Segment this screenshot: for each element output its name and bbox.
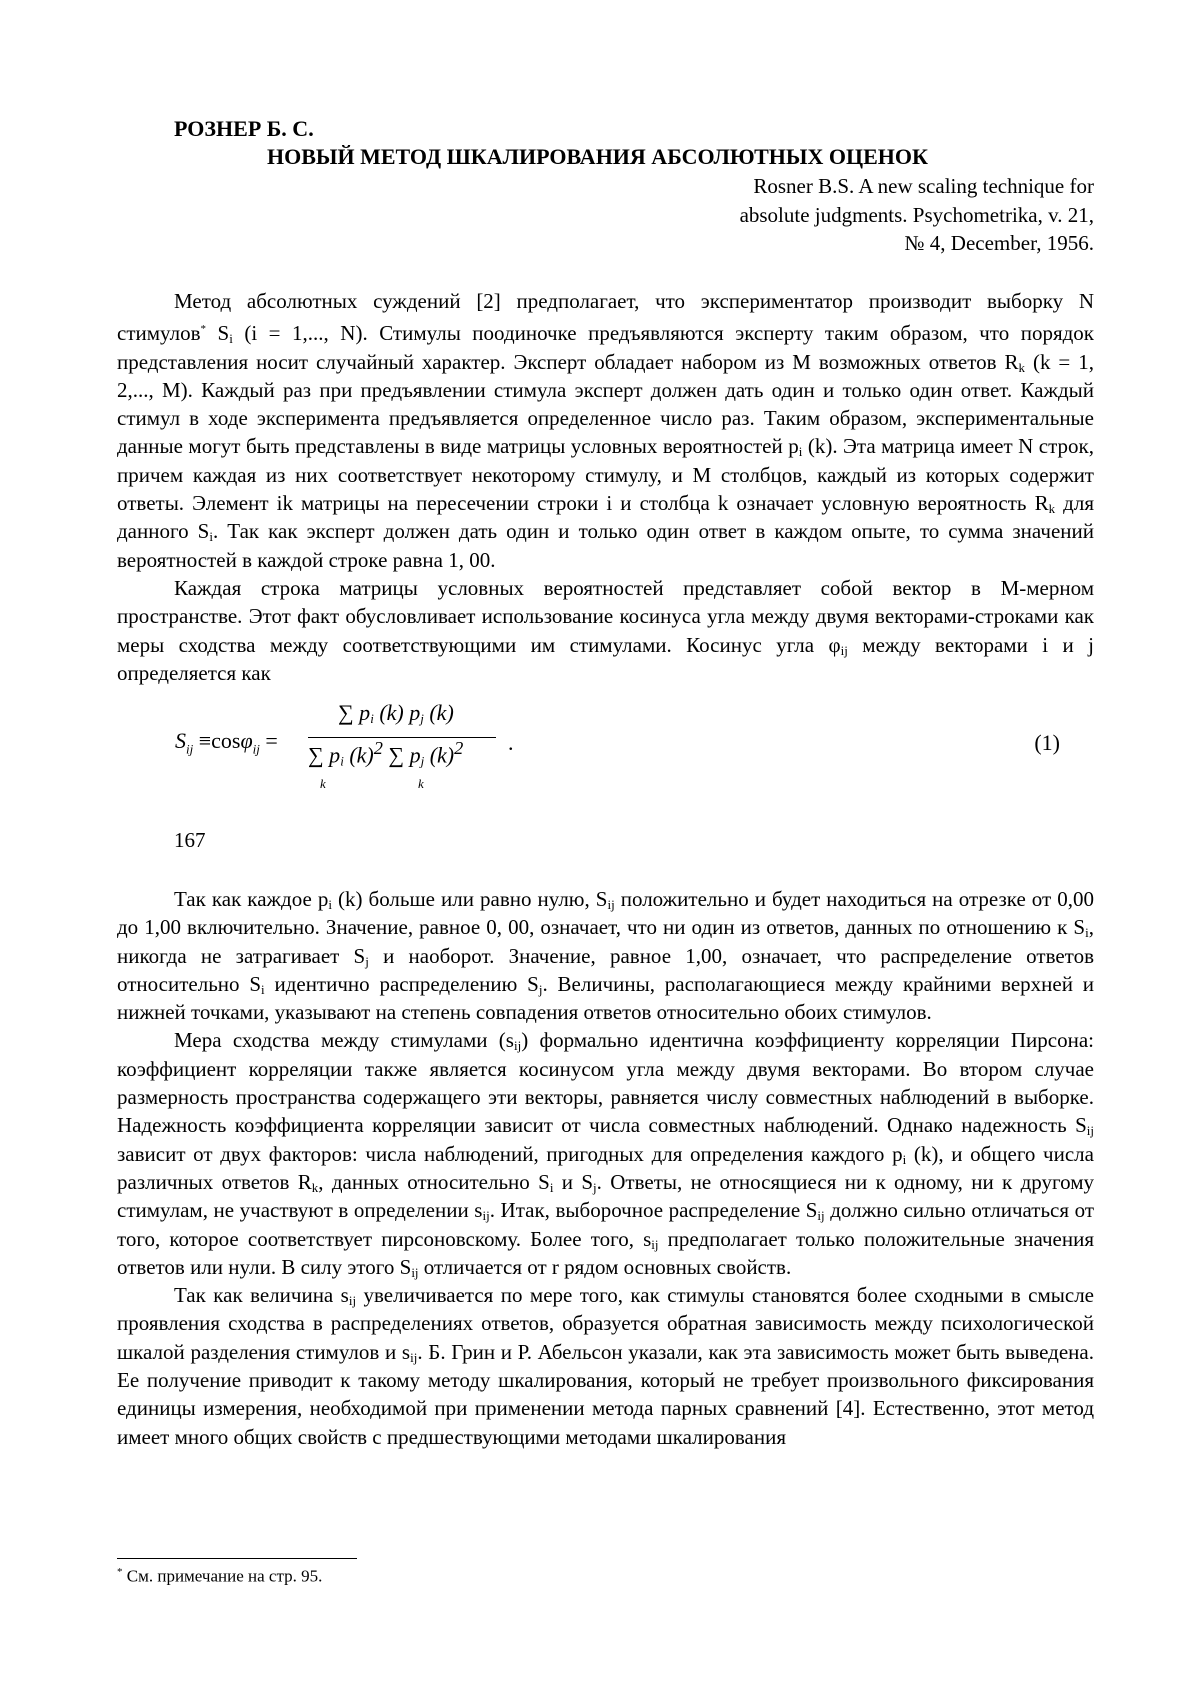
sum-index: k	[418, 776, 424, 791]
paragraph: Так как величина $s_{ij}$ увеличивается по мере того, как стимулы становятся более сходными в смысле проявления сходства в распределениях ответов, образуется обратная зависимость между психологической шкалой разделения стимулов и $s_{ij}$. Б. Грин и Р. Абельсон указали, как эта зависимость может быть выведена. Ее получение приводит к такому методу шкалирования, который не требует произвольного фиксирования единицы измерения, необходимой при применении метода парных сравнений [4]. Естественно, этот метод имеет много общих свойств с предшествующими методами шкалирования	[117, 1283, 1095, 1449]
footnote-text: См. примечание на стр. 95.	[122, 1566, 323, 1586]
paragraph: Мера сходства между стимулами $(s_{ij})$ формально идентична коэффициенту корреляции Пирсона: коэффициент корреляции также является косинусом угла между двумя векторами. Во втором случае размерность пространства содержащего эти векторы, равняется числу совместных наблюдений в выборке. Надежность коэффициента корреляции зависит от числа совместных наблюдений. Однако надежность $S_{ij}$ зависит от двух факторов: числа наблюдений, пригодных для определения каждого $p_i$ (k), и общего числа различных ответов $R_k$, данных относительно $S_i$ и $S_j$. Ответы, не относящиеся ни к одному, ни к другому стимулам, не участвуют в определении $s_{ij}$. Итак, выборочное распределение $S_{ij}$ должно сильно отличаться от того, которое соответствует пирсоновскому. Более того, $s_{ij}$ предполагает только положительные значения ответов или нули. В силу этого $S_{ij}$ отличается от r рядом основных свойств.	[117, 1028, 1095, 1280]
equation-number: (1)	[1034, 730, 1060, 755]
paragraph: Так как каждое $p_i$ (k) больше или равно нулю, $S_{ij}$ положительно и будет находиться на отрезке от 0,00 до 1,00 включительно. Значение, равное 0, 00, означает, что ни один из ответов, данных по отношению к $S_i$, никогда не затрагивает $S_j$ и наоборот. Значение, равное 1,00, означает, что распределение ответов относительно $S_i$ идентично распределению $S_j$. Величины, располагающиеся между крайними верхней и нижней точками, указывают на степень совпадения ответов относительно обоих стимулов.	[117, 887, 1094, 1025]
reference-line: absolute judgments. Psychometrika, v. 21,	[739, 202, 1094, 227]
page-number: 167	[174, 828, 206, 852]
source-reference	[494, 172, 1094, 258]
article-title: НОВЫЙ МЕТОД ШКАЛИРОВАНИЯ АБСОЛЮТНЫХ ОЦЕНОК	[267, 144, 928, 169]
equation-numerator: ∑ $p_i$ (k) $p_j$ (k)	[338, 700, 454, 726]
equation-period: .	[508, 730, 514, 755]
author-heading: РОЗНЕР Б. С.	[174, 116, 314, 141]
body-text-after	[117, 885, 1094, 1451]
sum-index: k	[320, 776, 326, 791]
reference-line: Rosner B.S. A new scaling technique for	[753, 174, 1094, 198]
paragraph: Каждая строка матрицы условных вероятностей представляет собой вектор в M-мерном пространстве. Этот факт обусловливает использование косинуса угла между двумя векторами-строками как меры сходства между соответствующими им стимулами. Косинус угла $\varphi_{ij}$ между векторами i и j определяется как	[117, 575, 1095, 685]
paragraph: Метод абсолютных суждений [2] предполагает, что экспериментатор производит выборку N стимулов* $S_i$ (i = 1,..., N). Стимулы поодиночке предъявляются эксперту таким образом, что порядок представления носит случайный характер. Эксперт обладает набором из M возможных ответов $R_k$ (k = 1, 2,..., M). Каждый раз при предъявлении стимула эксперт должен дать один и только один ответ. Каждый стимул в ходе эксперимента предъявляется определенное число раз. Таким образом, экспериментальные данные могут быть представлены в виде матрицы условных вероятностей $p_i$ (k). Эта матрица имеет N строк, причем каждая из них соответствует некоторому стимулу, и M столбцов, каждый из которых содержит ответы. Элемент ik матрицы на пересечении строки i и столбца k означает условную вероятность $R_k$ для данного $S_i$. Так как эксперт должен дать один и только один ответ в каждом опыте, то сумма значений вероятностей в каждой строке равна 1, 00.	[117, 289, 1095, 572]
footnote	[117, 1566, 322, 1587]
equation-lhs: $S_{ij} \equiv\cos\varphi_{ij}$ =	[175, 728, 278, 757]
equation-denominator: ∑ $p_i$ $(k)^2$ ∑ $p_j$ $(k)^2$	[308, 738, 464, 769]
equation-1	[170, 700, 1095, 800]
body-text-before	[117, 287, 1094, 687]
footnote-divider	[117, 1558, 357, 1559]
reference-line: № 4, December, 1956.	[904, 231, 1094, 255]
footnote-mark: *	[117, 1566, 123, 1578]
